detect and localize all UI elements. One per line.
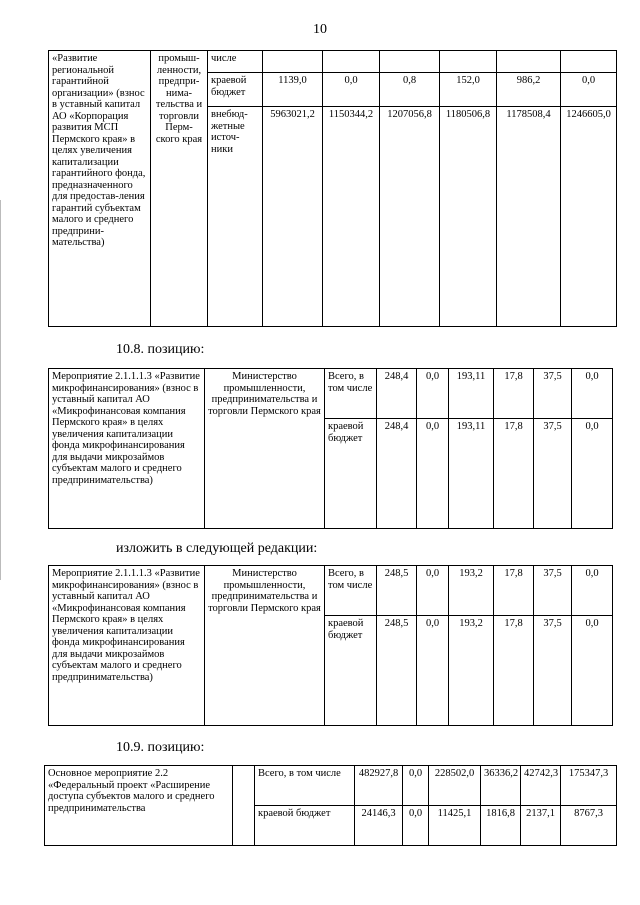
table-2-value: 0,0 xyxy=(417,419,449,529)
table-3-value: 248,5 xyxy=(377,616,417,726)
table-4-value: 36336,2 xyxy=(481,766,521,806)
table-4-value: 228502,0 xyxy=(429,766,481,806)
table-2-value: 0,0 xyxy=(417,369,449,419)
heading-new-edition: изложить в следующей редакции: xyxy=(116,541,318,556)
table-2-value: 17,8 xyxy=(494,369,534,419)
table-4-value: 0,0 xyxy=(403,766,429,806)
table-1-value xyxy=(380,51,440,73)
table-3 xyxy=(48,565,613,726)
table-2-value: 248,4 xyxy=(377,419,417,529)
table-2-value: 193,11 xyxy=(449,419,494,529)
table-1-value: 152,0 xyxy=(440,73,497,107)
table-1-value: 1139,0 xyxy=(263,73,323,107)
table-1-value xyxy=(440,51,497,73)
table-1-value: 1246605,0 xyxy=(561,107,617,327)
heading-10-8: 10.8. позицию: xyxy=(116,342,205,357)
table-3-value: 0,0 xyxy=(572,616,613,726)
table-4-org-cell xyxy=(233,766,255,846)
page-number: 10 xyxy=(313,22,327,37)
table-3-name-cell: Мероприятие 2.1.1.1.3 «Развитие микрофинансирования» (взнос в уставный капитал АО «Микрофинансовая компания Пермского края» в целях увеличения капитализации фонда микрофинансирования для выдачи микрозаймов субъектам малого и среднего предпринимательства) xyxy=(49,566,205,726)
table-3-value: 37,5 xyxy=(534,616,572,726)
table-2-value: 17,8 xyxy=(494,419,534,529)
table-1-value: 0,8 xyxy=(380,73,440,107)
table-1-value: 0,0 xyxy=(561,73,617,107)
table-4-value: 2137,1 xyxy=(521,806,561,846)
table-1-source: внебюд-жетные источ-ники xyxy=(208,107,263,327)
table-1-value: 5963021,2 xyxy=(263,107,323,327)
table-1-value: 0,0 xyxy=(323,73,380,107)
table-1 xyxy=(48,50,617,327)
table-2-value: 37,5 xyxy=(534,369,572,419)
table-4-value: 1816,8 xyxy=(481,806,521,846)
table-3-value: 17,8 xyxy=(494,566,534,616)
table-1-value: 1150344,2 xyxy=(323,107,380,327)
table-2-org-cell: Министерство промышленности, предпринимательства и торговли Пермского края xyxy=(205,369,325,529)
table-2-source: краевой бюджет xyxy=(325,419,377,529)
table-3-value: 193,2 xyxy=(449,566,494,616)
table-1-value xyxy=(263,51,323,73)
table-4-value: 11425,1 xyxy=(429,806,481,846)
table-3-value: 37,5 xyxy=(534,566,572,616)
table-4-value: 24146,3 xyxy=(355,806,403,846)
table-3-source: Всего, в том числе xyxy=(325,566,377,616)
table-3-value: 0,0 xyxy=(417,616,449,726)
table-4-name-cell: Основное мероприятие 2.2 «Федеральный проект «Расширение доступа субъектов малого и среднего предпринимательства xyxy=(45,766,233,846)
table-2-value: 248,4 xyxy=(377,369,417,419)
table-4-source: краевой бюджет xyxy=(255,806,355,846)
table-1-value xyxy=(497,51,561,73)
table-3-value: 0,0 xyxy=(417,566,449,616)
table-3-org-cell: Министерство промышленности, предпринимательства и торговли Пермского края xyxy=(205,566,325,726)
table-4 xyxy=(44,765,617,846)
table-2 xyxy=(48,368,613,529)
heading-10-9: 10.9. позицию: xyxy=(116,740,205,755)
table-1-value: 986,2 xyxy=(497,73,561,107)
table-4-value: 42742,3 xyxy=(521,766,561,806)
table-1-source: числе xyxy=(208,51,263,73)
table-2-value: 37,5 xyxy=(534,419,572,529)
table-4-source: Всего, в том числе xyxy=(255,766,355,806)
table-1-source: краевой бюджет xyxy=(208,73,263,107)
table-1-org-cell: промыш-ленности, предпри-нима-тельства и торговли Перм-ского края xyxy=(151,51,208,327)
table-3-value: 248,5 xyxy=(377,566,417,616)
table-4-value: 482927,8 xyxy=(355,766,403,806)
table-1-value: 1178508,4 xyxy=(497,107,561,327)
table-2-value: 0,0 xyxy=(572,419,613,529)
table-3-value: 0,0 xyxy=(572,566,613,616)
scan-edge-line xyxy=(0,200,1,580)
table-4-value: 175347,3 xyxy=(561,766,617,806)
table-1-name-cell: «Развитие региональной гарантийной организации» (взнос в уставный капитал АО «Корпорация развития МСП Пермского края» в целях увеличения капитализации гарантийного фонда, предназначенного для предостав-ления гарантий субъектам малого и среднего предприни-мательства) xyxy=(49,51,151,327)
table-2-name-cell: Мероприятие 2.1.1.1.3 «Развитие микрофинансирования» (взнос в уставный капитал АО «Микрофинансовая компания Пермского края» в целях увеличения капитализации фонда микрофинансирования для выдачи микрозаймов субъектам малого и среднего предпринимательства) xyxy=(49,369,205,529)
table-2-value: 0,0 xyxy=(572,369,613,419)
table-4-value: 8767,3 xyxy=(561,806,617,846)
table-1-value xyxy=(323,51,380,73)
table-2-source: Всего, в том числе xyxy=(325,369,377,419)
table-1-value xyxy=(561,51,617,73)
table-3-value: 193,2 xyxy=(449,616,494,726)
table-2-value: 193,11 xyxy=(449,369,494,419)
table-1-value: 1207056,8 xyxy=(380,107,440,327)
table-3-source: краевой бюджет xyxy=(325,616,377,726)
table-3-value: 17,8 xyxy=(494,616,534,726)
table-1-value: 1180506,8 xyxy=(440,107,497,327)
table-4-value: 0,0 xyxy=(403,806,429,846)
